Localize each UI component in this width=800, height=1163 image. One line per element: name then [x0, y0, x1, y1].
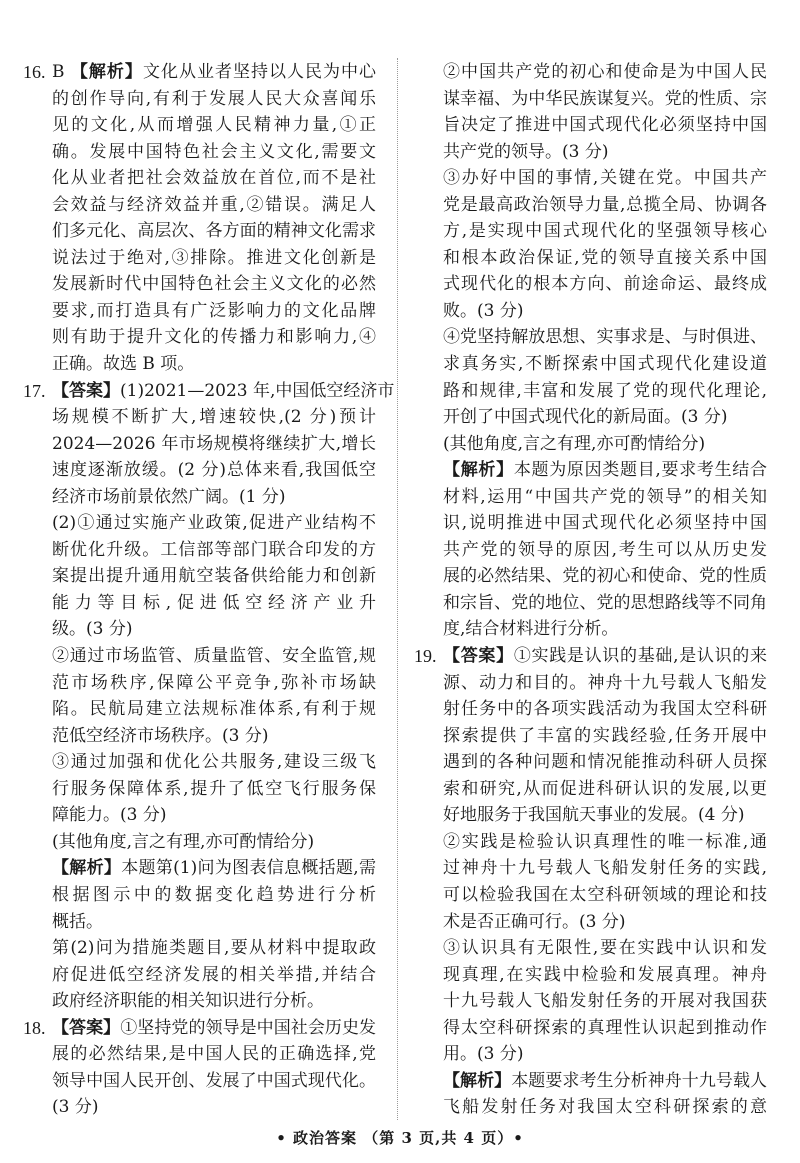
answer-paragraph: [443, 324, 767, 430]
text-line: ③认识具有无限性,要在实践中认识和发: [443, 938, 767, 959]
text-line: 路和规律,丰富和发展了党的现代化理论,: [443, 380, 767, 401]
section-tag: 【答案】: [52, 1017, 121, 1038]
answer-paragraph: [443, 829, 767, 935]
text-line: 案提出提升通用航空装备供给能力和创新: [52, 566, 376, 587]
answer-paragraph: [443, 431, 767, 458]
text-line: 第(2)问为措施类题目,要从材料中提取政: [52, 938, 376, 959]
answer-paragraph: [52, 749, 376, 829]
answer-paragraph: [52, 643, 376, 749]
question-number: 19.: [414, 646, 437, 667]
text-line: 则有助于提升文化的传播力和影响力,④: [52, 327, 376, 348]
answer-item: [23, 1015, 377, 1121]
text-line: B 【解析】文化从业者坚持以人民为中心: [52, 62, 377, 82]
text-line: 场规模不断扩大,增速较快,(2 分)预计: [52, 407, 376, 428]
text-line: 级。(3 分): [52, 619, 133, 640]
text-line: 范市场秩序,保障公平竞争,弥补市场缺: [52, 672, 376, 693]
text-line: 的创作导向,有利于发展人民大众喜闻乐: [52, 88, 376, 109]
section-tag: 【答案】: [52, 380, 120, 401]
text-line: 们多元化、高层次、各方面的精神文化需求: [52, 221, 376, 242]
text-line: 发展新时代中国特色社会主义文化的必然: [52, 274, 376, 295]
text-line: 和宗旨、党的地位、党的思想路线等不同角: [443, 592, 767, 613]
answer-paragraph: [443, 457, 767, 643]
text-line: ②实践是检验认识真理性的唯一标准,通: [443, 831, 767, 852]
section-tag: 【解析】: [70, 62, 143, 82]
left-column: [23, 59, 395, 1121]
text-line: (其他角度,言之有理,亦可酌情给分): [443, 433, 706, 454]
text-line: 识,说明推进中国式现代化必须坚持中国: [443, 513, 767, 534]
text-line: 障能力。(3 分): [52, 805, 167, 826]
text-line: (2)①通过实施产业政策,促进产业结构不: [52, 513, 376, 534]
answer-paragraph: [443, 643, 767, 829]
text-line: 【解析】本题要求考生分析神舟十九号载人: [443, 1070, 768, 1091]
text-line: 会效益与经济效益并重,②错误。满足人: [52, 194, 376, 215]
text-line: 【答案】①实践是认识的基础,是认识的来: [443, 646, 768, 667]
text-line: 经济市场前景依然广阔。(1 分): [52, 486, 286, 507]
text-line: 度,结合材料进行分析。: [443, 619, 619, 640]
page-footer: • 政治答案 （第 3 页,共 4 页）•: [276, 1129, 524, 1147]
text-line: 和根本政治保证,党的领导直接关系中国: [443, 247, 767, 268]
text-line: 正确。故选 B 项。: [52, 354, 195, 375]
text-line: 领导中国人民开创、发展了中国式现代化。: [52, 1070, 376, 1091]
text-line: 飞船发射任务对我国太空科研探索的意: [443, 1097, 767, 1118]
answer-paragraph: [52, 1015, 376, 1121]
question-number: 18.: [23, 1017, 46, 1038]
answer-item: [23, 59, 377, 378]
text-line: 源、动力和目的。神舟十九号载人飞船发: [443, 672, 767, 693]
text-line: 旨决定了推进中国式现代化必须坚持中国: [443, 115, 767, 136]
answer-paragraph: [52, 935, 376, 1015]
text-line: ②通过市场监管、质量监管、安全监管,规: [52, 646, 376, 667]
text-line: 败。(3 分): [443, 300, 524, 321]
text-line: 陷。民航局建立法规标准体系,有利于规: [52, 699, 376, 720]
text-line: 十九号载人飞船发射任务的开展对我国获: [443, 991, 767, 1012]
text-line: 速度逐渐放缓。(2 分)总体来看,我国低空: [52, 460, 376, 481]
text-line: 现真理,在实践中检验和发展真理。神舟: [443, 964, 767, 985]
text-line: 行服务保障体系,提升了低空飞行服务保: [52, 778, 376, 799]
text-line: 【答案】①坚持党的领导是中国社会历史发: [52, 1017, 377, 1038]
answer-paragraph: [52, 378, 395, 511]
text-line: 【答案】(1)2021—2023 年,中国低空经济市: [52, 380, 395, 401]
text-line: 用。(3 分): [443, 1044, 524, 1065]
text-line: 共产党的领导的原因,考生可以从历史发: [443, 539, 767, 560]
text-line: 政府经济职能的相关知识进行分析。: [52, 991, 324, 1012]
text-line: 展的必然结果、党的初心和使命、党的性质: [443, 566, 767, 587]
answer-paragraph: [52, 855, 376, 935]
text-line: 府促进低空经济发展的相关举措,并结合: [52, 964, 376, 985]
text-line: 开创了中国式现代化的新局面。(3 分): [443, 407, 728, 428]
text-line: 探索提供了丰富的实践经验,任务开展中: [443, 725, 767, 746]
text-line: (3 分): [52, 1097, 99, 1118]
section-tag: 【解析】: [52, 858, 122, 879]
answer-item: [414, 643, 768, 1121]
text-line: 见的文化,从而增强人民精神力量,①正: [52, 115, 376, 136]
text-line: ②中国共产党的初心和使命是为中国人民: [443, 62, 767, 82]
text-line: 范低空经济市场秩序。(3 分): [52, 725, 269, 746]
text-line: 根据图示中的数据变化趋势进行分析: [52, 884, 376, 905]
text-line: 展的必然结果,是中国人民的正确选择,党: [52, 1044, 376, 1065]
answer-paragraph: [443, 165, 767, 324]
answer-paragraph: [52, 59, 376, 378]
question-number: 17.: [23, 380, 46, 401]
answer-item: [23, 378, 395, 1015]
text-line: 党是最高政治领导力量,总揽全局、协调各: [443, 194, 767, 215]
answer-item: [443, 59, 767, 643]
text-line: 概括。: [52, 911, 103, 932]
section-tag: 【解析】: [443, 460, 514, 481]
question-number: 16.: [23, 62, 46, 82]
text-line: 谋幸福、为中华民族谋复兴。党的性质、宗: [443, 88, 767, 109]
text-line: 确。发展中国特色社会主义文化,需要文: [52, 141, 376, 162]
text-line: 【解析】本题为原因类题目,要求考生结合: [443, 460, 768, 481]
text-line: 要求,而打造具有广泛影响力的文化品牌: [52, 300, 376, 321]
section-tag: 【答案】: [443, 646, 514, 667]
text-line: 得太空科研探索的真理性认识起到推动作: [443, 1017, 767, 1038]
text-line: 方,是实现中国式现代化的坚强领导核心: [443, 221, 767, 242]
answer-paragraph: [443, 59, 767, 165]
text-line: 说法过于绝对,③排除。推进文化创新是: [52, 247, 376, 268]
text-line: 【解析】本题第(1)问为图表信息概括题,需: [52, 858, 377, 879]
text-line: 断优化升级。工信部等部门联合印发的方: [52, 539, 376, 560]
text-line: 2024—2026 年市场规模将继续扩大,增长: [52, 433, 376, 454]
text-line: 射任务中的各项实践活动为我国太空科研: [443, 699, 767, 720]
text-line: 共产党的领导。(3 分): [443, 141, 609, 162]
text-line: 材料,运用“中国共产党的领导”的相关知: [443, 486, 767, 507]
text-line: 术是否正确可行。(3 分): [443, 911, 626, 932]
text-line: 好地服务于我国航天事业的发展。(4 分): [443, 805, 745, 826]
answer-paragraph: [52, 829, 376, 856]
text-line: 过神舟十九号载人飞船发射任务的实践,: [443, 858, 767, 879]
section-tag: 【解析】: [443, 1070, 512, 1091]
text-line: 能力等目标,促进低空经济产业升: [52, 592, 376, 613]
text-line: 式现代化的根本方向、前途命运、最终成: [443, 274, 767, 295]
text-line: 可以检验我国在太空科研领域的理论和技: [443, 884, 767, 905]
text-line: ④党坚持解放思想、实事求是、与时俱进、: [443, 327, 767, 348]
text-line: 遇到的各种问题和情况能推动科研人员探: [443, 752, 767, 773]
right-column: [414, 59, 768, 1121]
text-line: ③通过加强和优化公共服务,建设三级飞: [52, 752, 376, 773]
text-line: 索和研究,从而促进科研认识的发展,以更: [443, 778, 767, 799]
text-line: ③办好中国的事情,关键在党。中国共产: [443, 168, 767, 189]
answer-paragraph: [443, 935, 767, 1068]
column-divider: [397, 58, 398, 1120]
text-line: 求真务实,不断探索中国式现代化建设道: [443, 354, 767, 375]
answer-paragraph: [52, 510, 376, 643]
answer-paragraph: [443, 1068, 767, 1121]
text-line: (其他角度,言之有理,亦可酌情给分): [52, 831, 315, 852]
text-line: 化从业者把社会效益放在首位,而不是社: [52, 168, 376, 189]
